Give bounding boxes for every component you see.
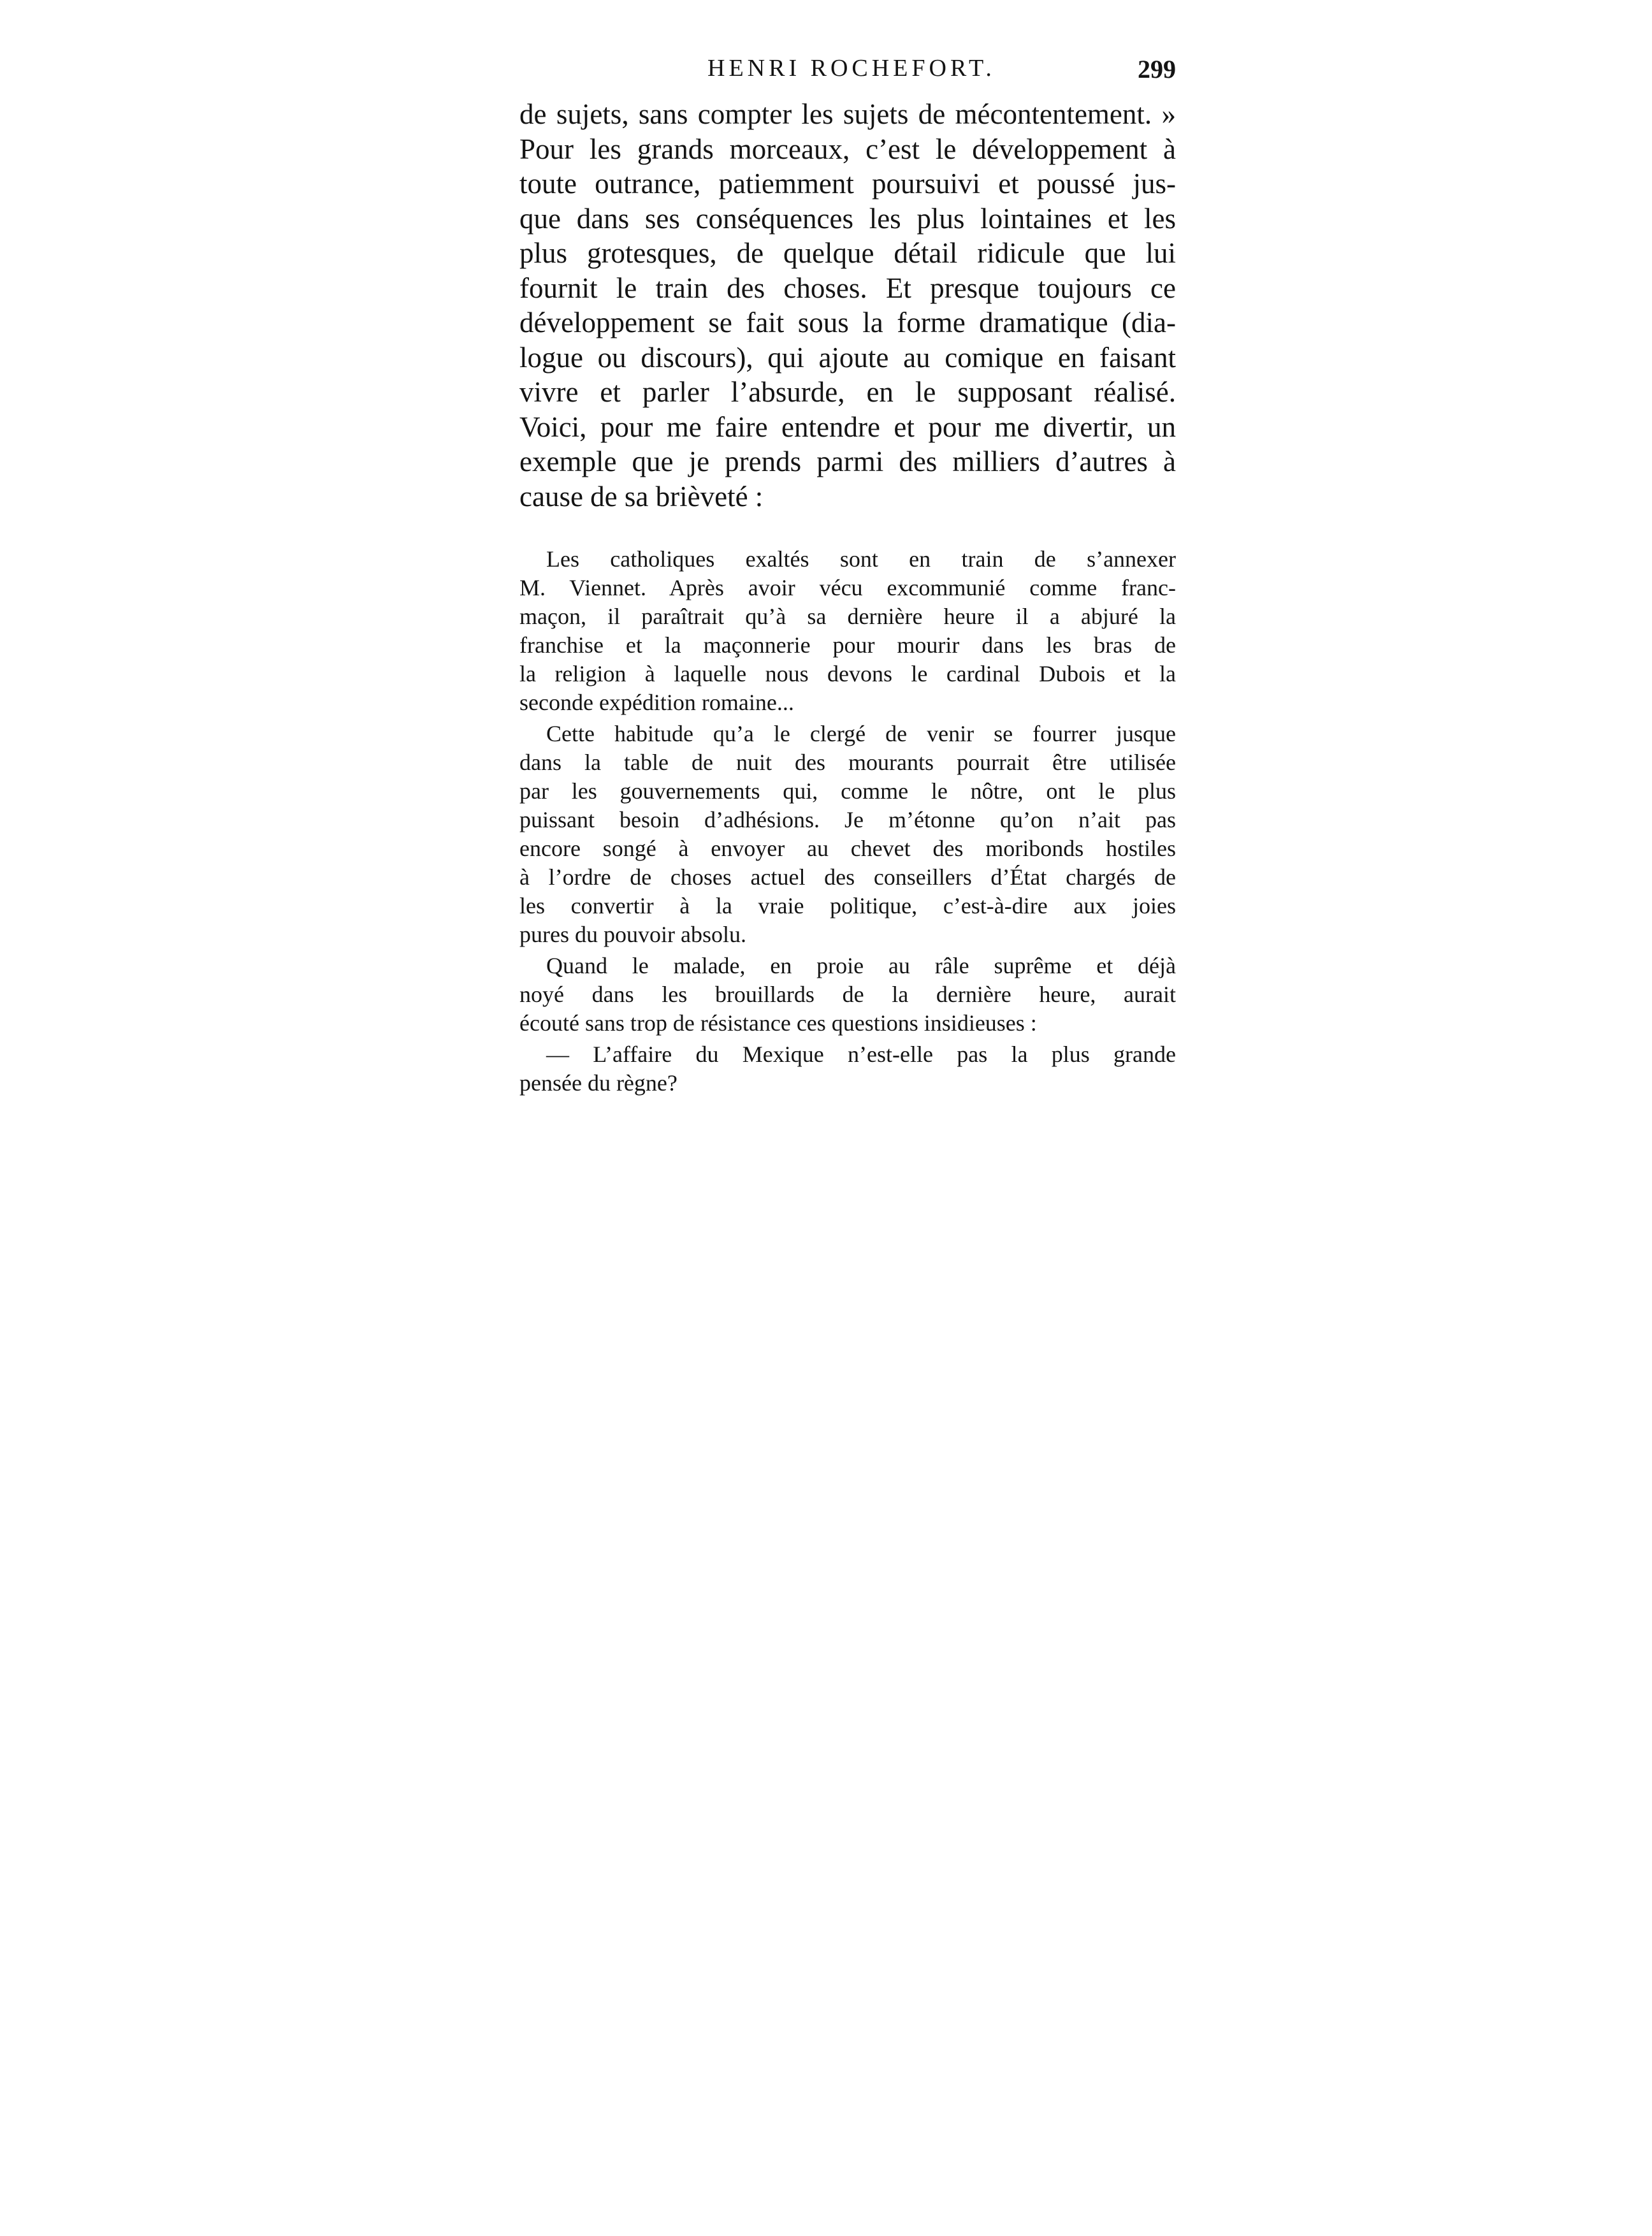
quote-line: par les gouvernements qui, comme le nôtre, ont le plus xyxy=(519,778,1176,804)
text-line: logue ou discours), qui ajoute au comique en faisant xyxy=(519,341,1176,374)
quote-line: Cette habitude qu’a le clergé de venir se fourrer jusque xyxy=(546,721,1176,746)
quote-line: noyé dans les brouillards de la dernière heure, aurait xyxy=(519,982,1176,1007)
quote-line: seconde expédition romaine... xyxy=(519,690,794,715)
quote-line: franchise et la maçonnerie pour mourir dans les bras de xyxy=(519,632,1176,658)
text-line: cause de sa brièveté : xyxy=(519,480,764,512)
quote-line: M. Viennet. Après avoir vécu excommunié comme franc- xyxy=(519,575,1176,600)
quote-line: Quand le malade, en proie au râle suprême et déjà xyxy=(546,953,1176,978)
quote-line: pures du pouvoir absolu. xyxy=(519,922,746,947)
text-line: que dans ses conséquences les plus lointaines et les xyxy=(519,202,1176,235)
page-header xyxy=(519,54,1176,92)
text-line: fournit le train des choses. Et presque toujours ce xyxy=(519,272,1176,304)
quote-paragraph xyxy=(519,952,1176,1038)
running-title: HENRI ROCHEFORT. xyxy=(707,55,996,82)
quote-line: écouté sans trop de résistance ces questions insidieuses : xyxy=(519,1010,1037,1036)
quote-paragraph xyxy=(519,545,1176,717)
quote-line: encore songé à envoyer au chevet des moribonds hostiles xyxy=(519,836,1176,861)
text-line: développement se fait sous la forme dramatique (dia- xyxy=(519,307,1176,338)
text-line: plus grotesques, de quelque détail ridicule que lui xyxy=(519,237,1176,269)
quote-line: les convertir à la vraie politique, c’est-à-dire aux joies xyxy=(519,893,1176,918)
quote-line: dans la table de nuit des mourants pourrait être utilisée xyxy=(519,750,1176,775)
quote-line: — L’affaire du Mexique n’est-elle pas la plus grande xyxy=(546,1042,1176,1067)
body-paragraph xyxy=(519,97,1176,514)
page-number: 299 xyxy=(1138,55,1176,83)
quote-line: à l’ordre de choses actuel des conseillers d’État chargés de xyxy=(519,864,1176,890)
quote-paragraph xyxy=(519,720,1176,949)
quote-paragraph xyxy=(519,1040,1176,1098)
text-line: exemple que je prends parmi des milliers d’autres à xyxy=(519,446,1176,477)
quote-line: pensée du règne? xyxy=(519,1070,677,1096)
quote-line: Les catholiques exaltés sont en train de s’annexer xyxy=(546,546,1176,572)
quoted-excerpt xyxy=(519,545,1176,1100)
quote-line: puissant besoin d’adhésions. Je m’étonne qu’on n’ait pas xyxy=(519,807,1176,832)
text-line: Voici, pour me faire entendre et pour me divertir, un xyxy=(519,410,1176,443)
text-line: vivre et parler l’absurde, en le supposant réalisé. xyxy=(519,376,1176,408)
text-line: de sujets, sans compter les sujets de mécontentement. » xyxy=(519,98,1176,130)
quote-line: maçon, il paraîtrait qu’à sa dernière heure il a abjuré la xyxy=(519,604,1176,629)
text-line: toute outrance, patiemment poursuivi et poussé jus- xyxy=(519,168,1176,200)
quote-line: la religion à laquelle nous devons le cardinal Dubois et la xyxy=(519,661,1176,686)
text-line: Pour les grands morceaux, c’est le développement à xyxy=(519,133,1176,165)
